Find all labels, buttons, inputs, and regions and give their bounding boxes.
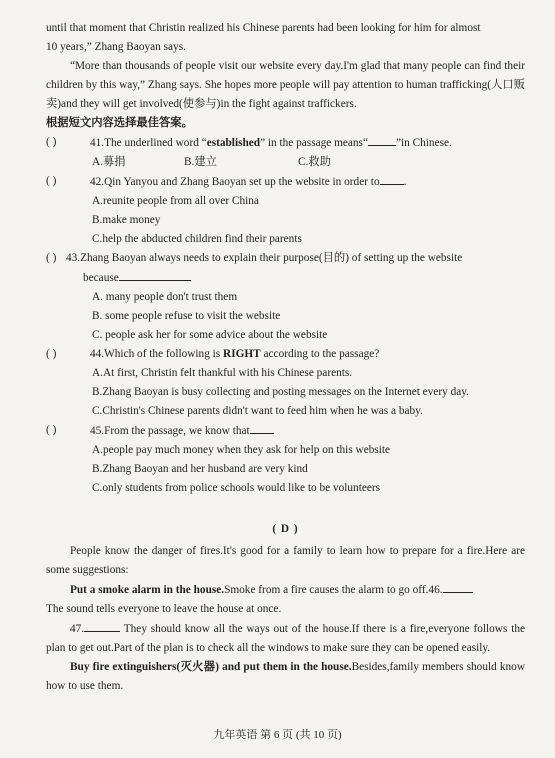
question-42 xyxy=(46,172,525,192)
underlined-word: established xyxy=(206,137,261,149)
answer-blank xyxy=(119,268,191,281)
question-text: 41.The underlined word “established” in the passage means“ ”in Chinese. xyxy=(90,133,452,153)
option: B.Zhang Baoyan is busy collecting and posting messages on the Internet every day. xyxy=(92,386,469,398)
question-text: 45.From the passage, we know that xyxy=(90,421,274,441)
option: A.people pay much money when they ask for help on this website xyxy=(92,444,391,456)
answer-blank xyxy=(380,172,404,185)
answer-paren: ( ) xyxy=(46,348,57,360)
question-41 xyxy=(46,133,525,153)
passage-paragraph: Put a smoke alarm in the house.Smoke from a fire causes the alarm to go off.46. xyxy=(46,580,525,600)
option: A.募捐 xyxy=(92,156,126,168)
answer-paren: ( ) xyxy=(46,252,57,264)
question-text: 42.Qin Yanyou and Zhang Baoyan set up the website in order to . xyxy=(90,172,406,192)
option: C.Christin's Chinese parents didn't want to feed him when he was a baby. xyxy=(92,405,423,417)
option: B.Zhang Baoyan and her husband are very kind xyxy=(92,463,308,475)
option: B.make money xyxy=(92,214,161,226)
question-text-cont: because xyxy=(46,268,525,288)
option: A.At first, Christin felt thankful with his Chinese parents. xyxy=(92,367,353,379)
question-text: 43.Zhang Baoyan always needs to explain their purpose(目的) of setting up the website xyxy=(66,252,463,264)
question-43 xyxy=(46,249,525,268)
instruction: 根据短文内容选择最佳答案。 xyxy=(46,117,193,129)
question-44 xyxy=(46,345,525,364)
answer-blank xyxy=(368,133,396,146)
answer-blank xyxy=(250,421,274,434)
passage-paragraph: 47. They should know all the ways out of the house.If there is a fire,everyone follows the plan to get out.Part of the plan is to check all the windows to make sure they can be opened easily. xyxy=(46,619,525,658)
option: A. many people don't trust them xyxy=(92,291,238,303)
passage-paragraph: “More than thousands of people visit our website every day.I'm glad that many people can find their children by this way,” Zhang says. She hopes more people will pay attention to human trafficking(人口贩卖)and they will get involved(使参与)in the fight against traffickers. xyxy=(46,60,525,110)
option: B.建立 xyxy=(184,156,217,168)
question-text: 44.Which of the following is RIGHT according to the passage? xyxy=(90,348,380,360)
passage-paragraph: Buy fire extinguishers(灭火器) and put them in the house.Besides,family members should know how to use them. xyxy=(46,661,525,692)
answer-paren: ( ) xyxy=(46,424,57,436)
option: C.救助 xyxy=(298,156,331,168)
answer-blank xyxy=(84,619,120,632)
passage-line: until that moment that Christin realized his Chinese parents had been looking for him for almost xyxy=(46,22,481,34)
options-41 xyxy=(46,153,525,172)
passage-paragraph: People know the danger of fires.It's good for a family to learn how to prepare for a fire.Here are some suggestions: xyxy=(46,545,525,576)
option: B. some people refuse to visit the website xyxy=(92,310,281,322)
page-footer: 九年英语 第 6 页 (共 10 页) xyxy=(213,729,342,741)
option: A.reunite people from all over China xyxy=(92,195,259,207)
passage-line: 10 years,” Zhang Baoyan says. xyxy=(46,41,186,53)
question-45 xyxy=(46,421,525,441)
option: C. people ask her for some advice about the website xyxy=(92,329,328,341)
answer-blank xyxy=(443,580,473,593)
answer-paren: ( ) xyxy=(46,136,57,148)
option: C.only students from police schools would like to be volunteers xyxy=(92,482,381,494)
answer-paren: ( ) xyxy=(46,175,57,187)
passage-line: The sound tells everyone to leave the house at once. xyxy=(46,603,282,615)
section-title: ( D ) xyxy=(272,523,299,535)
option: C.help the abducted children find their parents xyxy=(92,233,302,245)
